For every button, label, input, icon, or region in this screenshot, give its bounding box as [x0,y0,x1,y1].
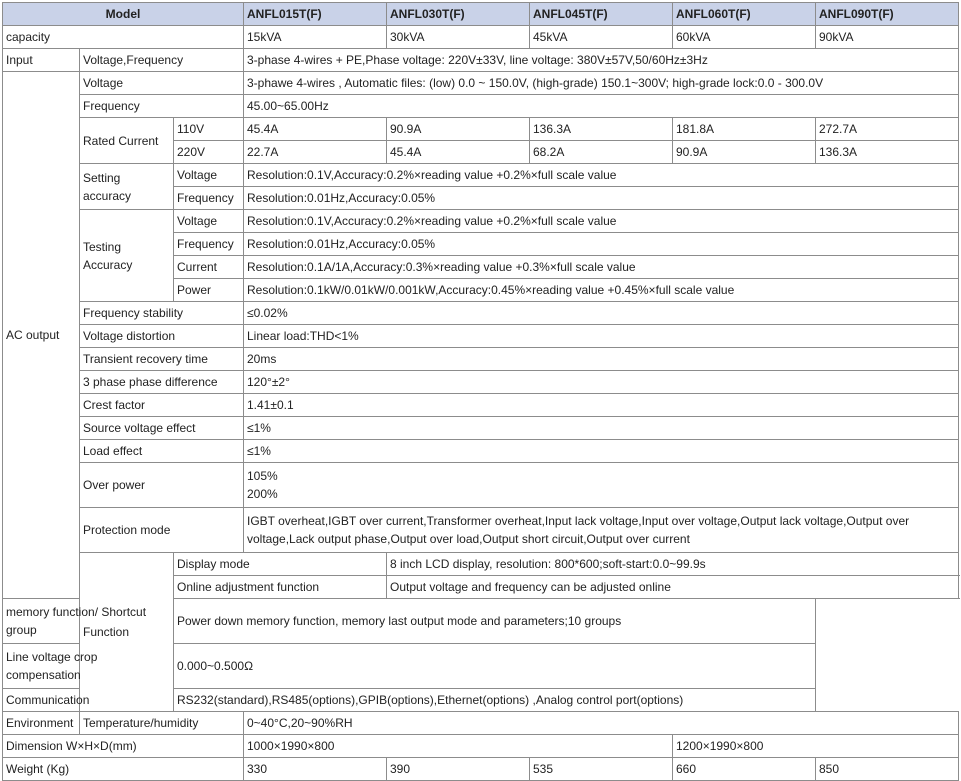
online-adjustment-value: Output voltage and frequency can be adjusted online [387,576,959,599]
setting-frequency-value: Resolution:0.01Hz,Accuracy:0.05% [244,187,959,210]
testing-accuracy-label [80,210,174,302]
rated-current-value: 181.8A [673,118,816,141]
testing-accuracy-label-line: Accuracy [83,257,133,272]
phase-difference-label: 3 phase phase difference [80,371,244,394]
crest-factor-value: 1.41±0.1 [244,394,959,417]
dimension-value-large: 1200×1990×800 [673,735,959,758]
communication-label: Communication [3,689,174,712]
source-voltage-effect-value: ≤1% [244,417,959,440]
input-section-label: Input [3,49,80,72]
over-power-value [244,463,959,508]
temperature-humidity-value: 0~40°C,20~90%RH [244,712,959,735]
protection-mode-value: IGBT overheat,IGBT over current,Transformer overheat,Input lack voltage,Input over voltage,Output lack voltage,Output over voltage,Lack output phase,Output over load,Output short circuit,Output over current [244,508,959,553]
frequency-stability-label: Frequency stability [80,302,244,325]
rated-current-value: 136.3A [816,141,959,164]
weight-value: 535 [530,758,673,781]
function-section-label: Function [80,553,174,712]
input-voltage-frequency-value: 3-phase 4-wires + PE,Phase voltage: 220V±33V, line voltage: 380V±57V,50/60Hz±3Hz [244,49,959,72]
testing-voltage-value: Resolution:0.1V,Accuracy:0.2%×reading value +0.2%×full scale value [244,210,959,233]
model-header: Model [3,3,244,26]
display-mode-label: Display mode [174,553,387,576]
protection-mode-row [3,508,959,553]
load-effect-row [3,440,959,463]
testing-accuracy-voltage-row [3,210,959,233]
crest-factor-row [3,394,959,417]
environment-row [3,712,959,735]
header-row [3,3,959,26]
line-voltage-drop-label: Line voltage crop compensation [3,644,174,689]
frequency-stability-row [3,302,959,325]
transient-recovery-label: Transient recovery time [80,348,244,371]
ac-frequency-value: 45.00~65.00Hz [244,95,959,118]
communication-row [3,689,959,712]
ac-voltage-row [3,72,959,95]
testing-power-label: Power [174,279,244,302]
load-effect-value: ≤1% [244,440,959,463]
display-mode-row [3,553,959,576]
voltage-distortion-row [3,325,959,348]
ac-voltage-label: Voltage [80,72,244,95]
testing-accuracy-label-line: Testing [83,239,122,254]
testing-frequency-value: Resolution:0.01Hz,Accuracy:0.05% [244,233,959,256]
model-name: ANFL060T(F) [673,3,816,26]
setting-accuracy-label-line: Setting [83,170,121,185]
transient-recovery-row [3,348,959,371]
setting-accuracy-label-line: accuracy [83,188,132,203]
rated-current-value: 136.3A [530,118,673,141]
crest-factor-label: Crest factor [80,394,244,417]
input-row [3,49,959,72]
weight-value: 390 [387,758,530,781]
source-voltage-effect-label: Source voltage effect [80,417,244,440]
capacity-label: capacity [3,26,244,49]
weight-value: 660 [673,758,816,781]
dimension-row [3,735,959,758]
dimension-label: Dimension W×H×D(mm) [3,735,244,758]
temperature-humidity-label: Temperature/humidity [80,712,244,735]
frequency-stability-value: ≤0.02% [244,302,959,325]
rated-current-value: 22.7A [244,141,387,164]
testing-current-value: Resolution:0.1A/1A,Accuracy:0.3%×reading value +0.3%×full scale value [244,256,959,279]
model-name: ANFL090T(F) [816,3,959,26]
input-voltage-frequency-label: Voltage,Frequency [80,49,244,72]
testing-current-label: Current [174,256,244,279]
capacity-value: 90kVA [816,26,959,49]
memory-function-row [3,599,959,644]
rated-current-value: 90.9A [387,118,530,141]
testing-frequency-label: Frequency [174,233,244,256]
online-adjustment-label: Online adjustment function [174,576,387,599]
capacity-value: 45kVA [530,26,673,49]
environment-section-label: Environment [3,712,80,735]
model-name: ANFL045T(F) [530,3,673,26]
rated-current-value: 90.9A [673,141,816,164]
protection-mode-label: Protection mode [80,508,244,553]
memory-function-label: memory function/ Shortcut group [3,599,174,644]
load-effect-label: Load effect [80,440,244,463]
memory-function-value: Power down memory function, memory last output mode and parameters;10 groups [174,599,816,644]
over-power-label: Over power [80,463,244,508]
communication-value: RS232(standard),RS485(options),GPIB(options),Ethernet(options) ,Analog control port(options) [174,689,816,712]
setting-accuracy-voltage-row [3,164,959,187]
model-name: ANFL030T(F) [387,3,530,26]
capacity-value: 15kVA [244,26,387,49]
voltage-distortion-value: Linear load:THD<1% [244,325,959,348]
over-power-value-line: 200% [247,487,278,501]
rated-current-value: 68.2A [530,141,673,164]
capacity-value: 60kVA [673,26,816,49]
weight-value: 850 [816,758,959,781]
capacity-value: 30kVA [387,26,530,49]
rated-current-value: 45.4A [387,141,530,164]
rated-current-value: 272.7A [816,118,959,141]
transient-recovery-value: 20ms [244,348,959,371]
display-mode-value: 8 inch LCD display, resolution: 800*600;soft-start:0.0~99.9s [387,553,959,576]
phase-difference-row [3,371,959,394]
voltage-distortion-label: Voltage distortion [80,325,244,348]
ac-output-section-label: AC output [3,72,80,599]
capacity-row [3,26,959,49]
source-voltage-effect-row [3,417,959,440]
rated-current-value: 45.4A [244,118,387,141]
ac-frequency-label: Frequency [80,95,244,118]
dimension-value-small: 1000×1990×800 [244,735,673,758]
setting-accuracy-label [80,164,174,210]
weight-label: Weight (Kg) [3,758,244,781]
model-name: ANFL015T(F) [244,3,387,26]
rated-current-220v-label: 220V [174,141,244,164]
line-voltage-drop-value: 0.000~0.500Ω [174,644,816,689]
spec-table [2,2,959,781]
ac-frequency-row [3,95,959,118]
setting-frequency-label: Frequency [174,187,244,210]
over-power-value-line: 105% [247,469,278,483]
testing-voltage-label: Voltage [174,210,244,233]
setting-voltage-value: Resolution:0.1V,Accuracy:0.2%×reading value +0.2%×full scale value [244,164,959,187]
phase-difference-value: 120°±2° [244,371,959,394]
rated-current-label: Rated Current [80,118,174,164]
weight-value: 330 [244,758,387,781]
line-voltage-drop-row [3,644,959,689]
rated-current-110v-label: 110V [174,118,244,141]
over-power-row [3,463,959,508]
ac-voltage-value: 3-phawe 4-wires , Automatic files: (low) 0.0 ~ 150.0V, (high-grade) 150.1~300V; high-grade lock:0.0 - 300.0V [244,72,959,95]
weight-row [3,758,959,781]
testing-power-value: Resolution:0.1kW/0.01kW/0.001kW,Accuracy:0.45%×reading value +0.45%×full scale value [244,279,959,302]
setting-voltage-label: Voltage [174,164,244,187]
rated-current-110v-row [3,118,959,141]
